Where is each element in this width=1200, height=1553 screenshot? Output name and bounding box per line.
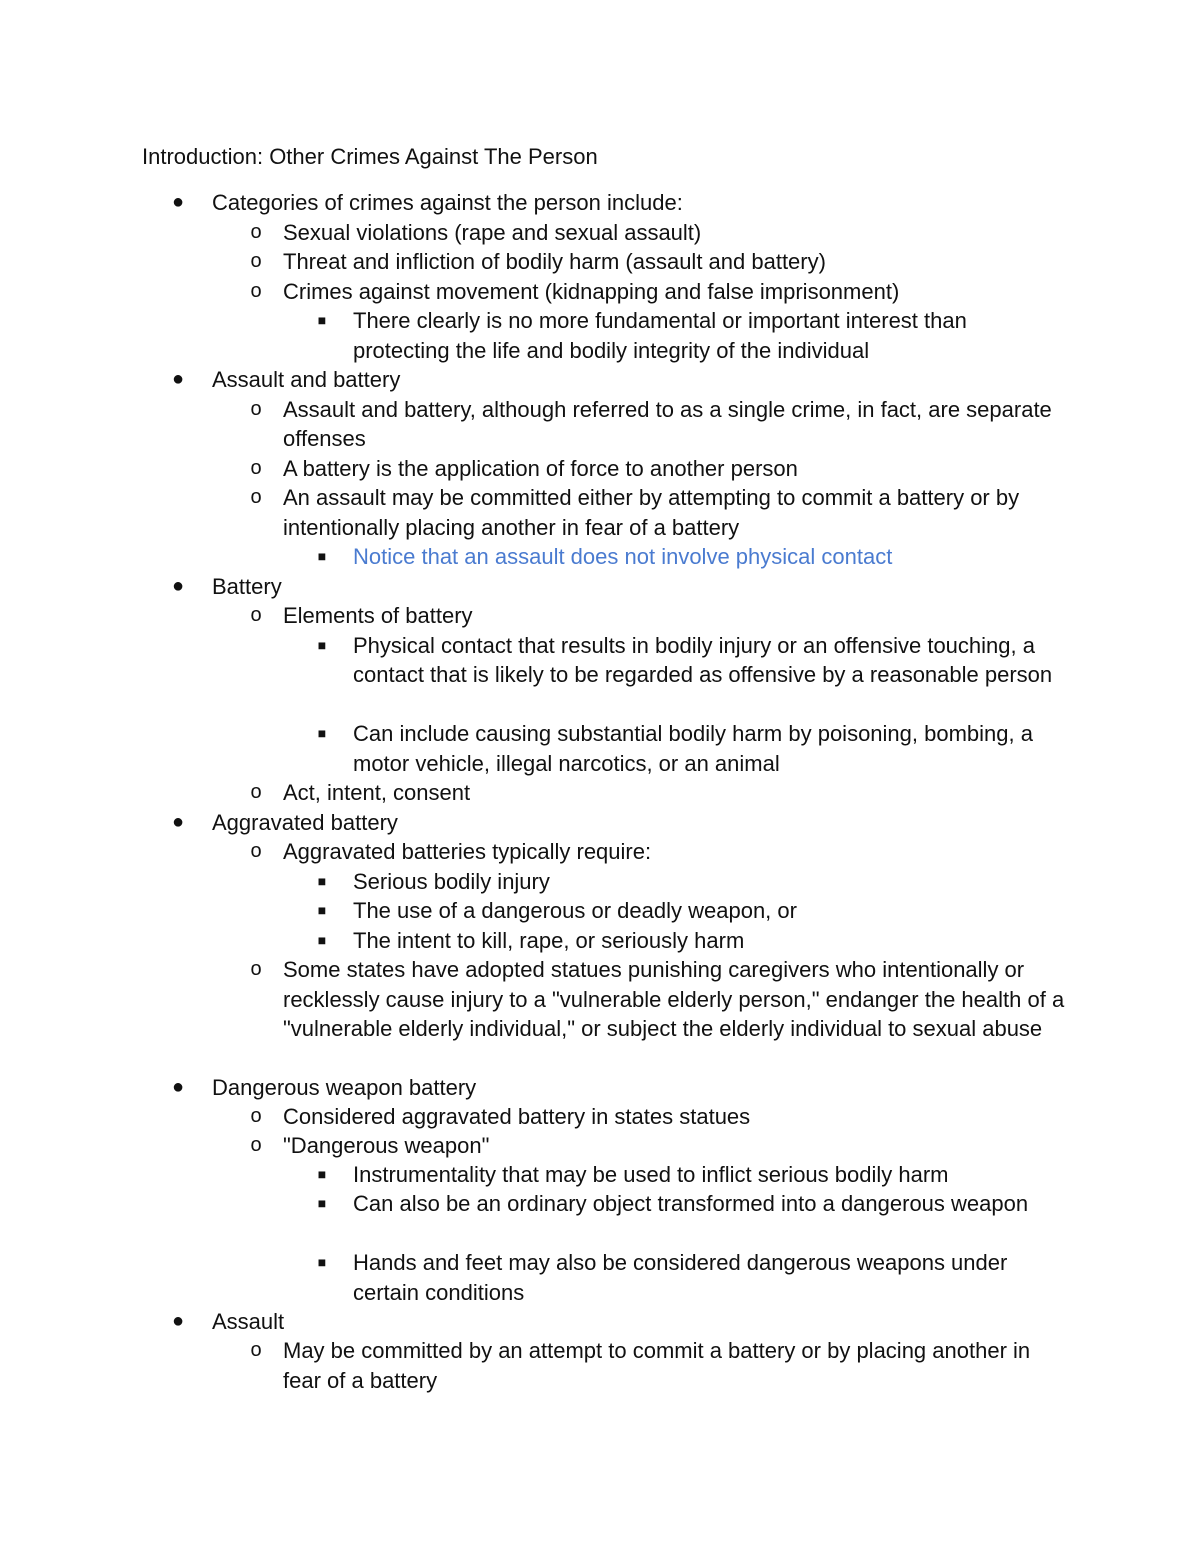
- list-item-text: Act, intent, consent: [283, 780, 471, 805]
- list-item-text: "Dangerous weapon": [283, 1133, 490, 1158]
- list-item-text: Assault and battery: [212, 367, 401, 392]
- list-item-text: Can include causing substantial bodily harm by poisoning, bombing, a motor vehicle, illegal narcotics, or an animal: [353, 721, 1033, 776]
- circle-bullet-icon: o: [250, 840, 262, 862]
- bullet-icon: ●: [171, 574, 185, 597]
- list-item-text: An assault may be committed either by attempting to commit a battery or by intentionally placing another in fear of a battery: [283, 485, 1020, 540]
- list-item-text: Threat and infliction of bodily harm (assault and battery): [283, 249, 826, 274]
- list-item-text: A battery is the application of force to another person: [283, 455, 798, 481]
- circle-bullet-icon: o: [250, 781, 262, 803]
- bullet-icon: ●: [171, 1076, 185, 1098]
- square-bullet-icon: ■: [317, 1195, 327, 1211]
- list-item-text: The intent to kill, rape, or seriously harm: [353, 927, 745, 953]
- document-title: Introduction: Other Crimes Against The Person: [142, 144, 598, 169]
- list-item-text: Assault: [212, 1309, 285, 1334]
- circle-bullet-icon: o: [250, 1105, 262, 1127]
- list-item-text: Serious bodily injury: [353, 868, 550, 894]
- list-item-text: Sexual violations (rape and sexual assault): [283, 219, 702, 245]
- list-item-text: Considered aggravated battery in states statues: [283, 1104, 751, 1129]
- circle-bullet-icon: o: [250, 456, 262, 479]
- circle-bullet-icon: o: [250, 250, 262, 272]
- square-bullet-icon: ■: [317, 1166, 327, 1182]
- list-item-text: Assault and battery, although referred to as a single crime, in fact, are separate offenses: [283, 396, 1052, 451]
- bullet-icon: ●: [171, 368, 185, 390]
- list-item-text: Elements of battery: [283, 603, 473, 628]
- circle-bullet-icon: o: [250, 397, 262, 420]
- list-item-text: Aggravated battery: [212, 809, 398, 835]
- circle-bullet-icon: o: [250, 1339, 262, 1361]
- list-item-text: Aggravated batteries typically require:: [283, 839, 652, 864]
- list-item-text: Can also be an ordinary object transformed into a dangerous weapon: [353, 1191, 1029, 1216]
- highlighted-note: Notice that an assault does not involve physical contact: [353, 544, 893, 569]
- square-bullet-icon: ■: [317, 548, 327, 564]
- list-item-text: Physical contact that results in bodily injury or an offensive touching, a contact that is likely to be regarded as offensive by a reasonable person: [353, 632, 1053, 687]
- list-item-text: Categories of crimes against the person include:: [212, 190, 683, 215]
- list-item-text: Hands and feet may also be considered dangerous weapons under certain conditions: [353, 1250, 1008, 1305]
- circle-bullet-icon: o: [250, 486, 262, 508]
- circle-bullet-icon: o: [250, 220, 262, 243]
- list-item-text: Instrumentality that may be used to inflict serious bodily harm: [353, 1162, 949, 1187]
- bullet-icon: ●: [171, 810, 185, 833]
- square-bullet-icon: ■: [317, 636, 327, 653]
- square-bullet-icon: ■: [317, 725, 327, 741]
- list-item-text: May be committed by an attempt to commit a battery or by placing another in fear of a battery: [283, 1338, 1031, 1393]
- circle-bullet-icon: o: [250, 279, 262, 302]
- circle-bullet-icon: o: [250, 604, 262, 626]
- square-bullet-icon: ■: [317, 1254, 327, 1270]
- list-item-text: Battery: [212, 573, 282, 599]
- bullet-icon: ●: [171, 1310, 185, 1332]
- list-item-text: Some states have adopted statues punishing caregivers who intentionally or recklessly cause injury to a "vulnerable elderly person," endanger the health of a "vulnerable elderly individual," or subject the elderly individual to sexual abuse: [283, 957, 1065, 1041]
- square-bullet-icon: ■: [317, 902, 327, 918]
- list-item-text: Crimes against movement (kidnapping and false imprisonment): [283, 278, 900, 304]
- square-bullet-icon: ■: [317, 872, 327, 889]
- bullet-icon: ●: [171, 191, 185, 213]
- square-bullet-icon: ■: [317, 931, 327, 948]
- list-item-text: The use of a dangerous or deadly weapon, or: [353, 898, 797, 923]
- square-bullet-icon: ■: [317, 312, 327, 328]
- circle-bullet-icon: o: [250, 1134, 262, 1156]
- list-item-text: Dangerous weapon battery: [212, 1075, 477, 1100]
- list-item-text: There clearly is no more fundamental or important interest than protecting the life and bodily integrity of the individual: [353, 308, 967, 363]
- circle-bullet-icon: o: [250, 958, 262, 980]
